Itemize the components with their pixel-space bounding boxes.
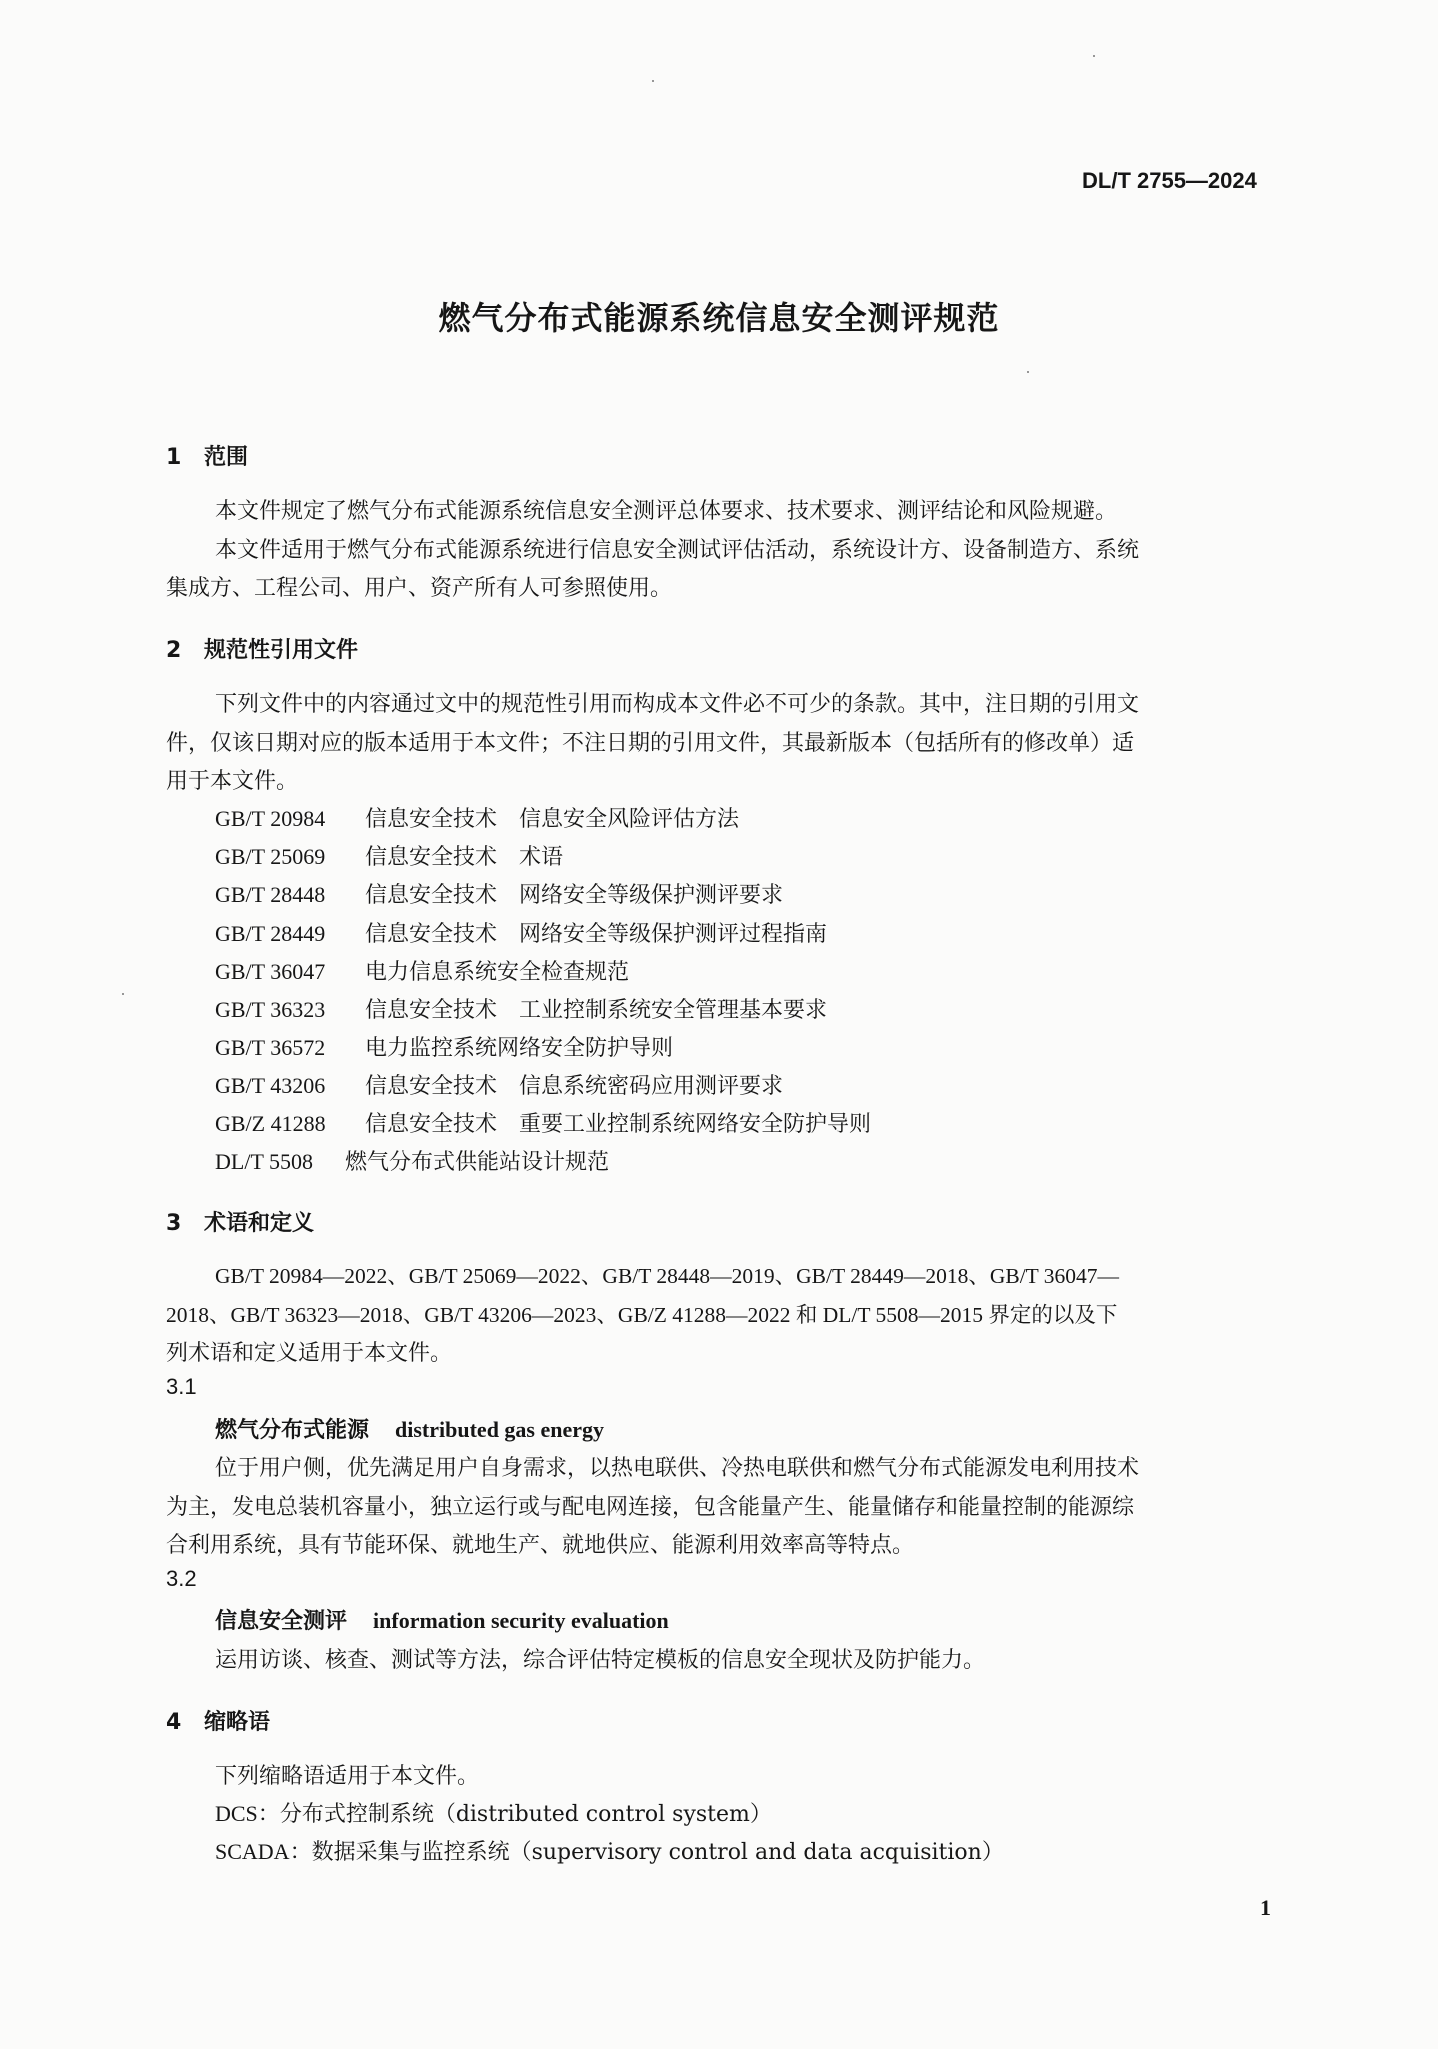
- term-entry: [215, 1604, 669, 1635]
- reference-item: [215, 878, 783, 909]
- section-title: 术语和定义: [204, 1211, 315, 1236]
- paragraph: 件，仅该日期对应的版本适用于本文件；不注日期的引用文件，其最新版本（包括所有的修改单）适: [166, 731, 1135, 756]
- term-number: 3.1: [166, 1374, 197, 1399]
- term-zh: 燃气分布式能源: [215, 1418, 370, 1443]
- reference-item: [215, 1069, 783, 1100]
- section-number: 4: [166, 1710, 182, 1735]
- section-number: 1: [166, 445, 182, 470]
- paragraph: 用于本文件。: [166, 769, 299, 794]
- paragraph: 集成方、工程公司、用户、资产所有人可参照使用。: [166, 576, 673, 601]
- term-entry: [215, 1413, 604, 1444]
- reference-title: 信息安全技术 术语: [365, 845, 564, 870]
- reference-item: [215, 917, 827, 948]
- reference-code: GB/T 36323: [215, 997, 326, 1022]
- reference-code: GB/T 36572: [215, 1035, 326, 1060]
- reference-title: 信息安全技术 工业控制系统安全管理基本要求: [365, 998, 828, 1023]
- paragraph: GB/T 20984—2022、GB/T 25069—2022、GB/T 28448—2019、GB/T 28449—2018、GB/T 36047—: [215, 1264, 1120, 1288]
- scan-speck: [1027, 371, 1029, 373]
- abbreviation-item: [215, 1835, 1004, 1866]
- section-number: 2: [166, 638, 182, 663]
- paragraph: 2018、GB/T 36323—2018、GB/T 43206—2023、GB/Z 41288—2022 和 DL/T 5508—2015 界定的以及下: [166, 1303, 1118, 1327]
- abbreviation-full: 分布式控制系统（distributed control system）: [279, 1802, 772, 1827]
- section-title: 范围: [204, 445, 249, 470]
- reference-code: GB/T 20984: [215, 806, 326, 831]
- reference-title: 电力监控系统网络安全防护导则: [365, 1036, 674, 1061]
- page-number: 1: [1260, 1895, 1271, 1920]
- reference-item: [215, 955, 629, 986]
- paragraph: 下列缩略语适用于本文件。: [215, 1764, 480, 1789]
- scan-speck: [652, 80, 654, 82]
- term-definition: 合利用系统，具有节能环保、就地生产、就地供应、能源利用效率高等特点。: [166, 1533, 915, 1558]
- paragraph: 本文件规定了燃气分布式能源系统信息安全测评总体要求、技术要求、测评结论和风险规避。: [215, 499, 1118, 524]
- abbreviation-full: 数据采集与监控系统（supervisory control and data acquisition）: [311, 1840, 1004, 1865]
- term-definition: 运用访谈、核查、测试等方法，综合评估特定模板的信息安全现状及防护能力。: [215, 1648, 986, 1673]
- term-en: distributed gas energy: [395, 1417, 605, 1442]
- reference-title: 信息安全技术 信息系统密码应用测评要求: [365, 1074, 784, 1099]
- page-title: 燃气分布式能源系统信息安全测评规范: [438, 299, 1000, 337]
- scan-speck: [1093, 55, 1095, 57]
- scan-speck: [122, 993, 124, 995]
- reference-title: 信息安全技术 信息安全风险评估方法: [365, 807, 740, 832]
- reference-title: 燃气分布式供能站设计规范: [345, 1150, 610, 1175]
- section-heading-4: [166, 1705, 270, 1736]
- reference-item: [215, 840, 563, 871]
- reference-item: [215, 802, 739, 833]
- reference-code: GB/T 36047: [215, 959, 326, 984]
- reference-title: 信息安全技术 重要工业控制系统网络安全防护导则: [365, 1112, 872, 1137]
- term-zh: 信息安全测评: [215, 1609, 348, 1634]
- doc-number: DL/T 2755—2024: [1082, 168, 1257, 193]
- paragraph: 本文件适用于燃气分布式能源系统进行信息安全测试评估活动，系统设计方、设备制造方、系统: [215, 538, 1140, 563]
- paragraph: 列术语和定义适用于本文件。: [166, 1341, 453, 1366]
- reference-item: [215, 1031, 673, 1062]
- reference-code: GB/T 43206: [215, 1073, 326, 1098]
- section-title: 缩略语: [204, 1710, 271, 1735]
- section-heading-2: [166, 633, 358, 664]
- term-en: information security evaluation: [373, 1608, 669, 1633]
- term-definition: 为主，发电总装机容量小，独立运行或与配电网连接，包含能量产生、能量储存和能量控制的能源综: [166, 1495, 1135, 1520]
- reference-title: 信息安全技术 网络安全等级保护测评过程指南: [365, 922, 828, 947]
- reference-code: GB/Z 41288: [215, 1111, 326, 1136]
- paragraph: 下列文件中的内容通过文中的规范性引用而构成本文件必不可少的条款。其中，注日期的引用文: [215, 692, 1140, 717]
- term-definition: 位于用户侧，优先满足用户自身需求，以热电联供、冷热电联供和燃气分布式能源发电利用技术: [215, 1456, 1140, 1481]
- reference-code: GB/T 25069: [215, 844, 326, 869]
- section-title: 规范性引用文件: [204, 638, 359, 663]
- reference-item: [215, 993, 827, 1024]
- reference-code: GB/T 28449: [215, 921, 326, 946]
- reference-item: [215, 1107, 871, 1138]
- abbreviation-item: [215, 1797, 772, 1828]
- section-number: 3: [166, 1211, 182, 1236]
- section-heading-3: [166, 1206, 314, 1237]
- reference-title: 信息安全技术 网络安全等级保护测评要求: [365, 883, 784, 908]
- reference-item: [215, 1145, 609, 1176]
- section-heading-1: [166, 440, 248, 471]
- reference-code: GB/T 28448: [215, 882, 326, 907]
- abbreviation: SCADA：: [215, 1839, 312, 1864]
- reference-title: 电力信息系统安全检查规范: [365, 960, 630, 985]
- reference-code: DL/T 5508: [215, 1149, 313, 1174]
- term-number: 3.2: [166, 1566, 197, 1591]
- abbreviation: DCS：: [215, 1801, 280, 1826]
